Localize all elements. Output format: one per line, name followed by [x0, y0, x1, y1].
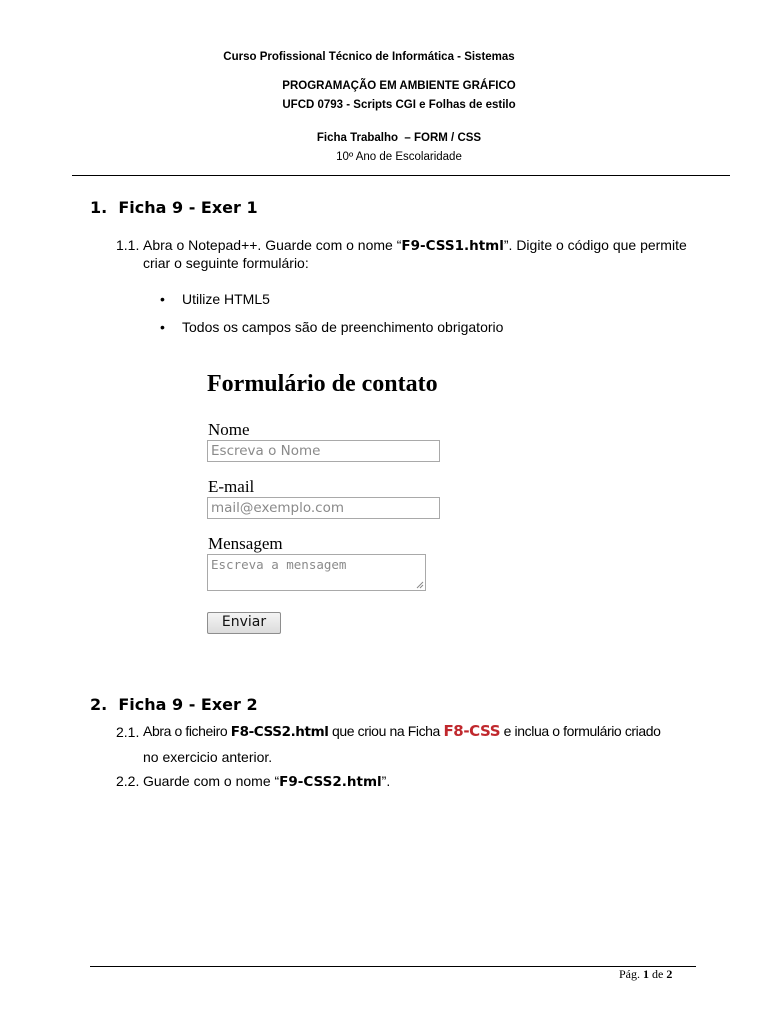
- item-2-1-text-mid: que criou na Ficha: [328, 723, 444, 739]
- item-2-1-line2: no exercicio anterior.: [143, 749, 273, 765]
- item-2-2-text-pre: Guarde com o nome “: [143, 773, 280, 789]
- email-label: E-mail: [208, 477, 255, 496]
- item-1-1-number: 1.1.: [116, 237, 140, 253]
- message-textarea[interactable]: [207, 554, 426, 591]
- submit-button[interactable]: Enviar: [207, 612, 281, 634]
- item-1-1-line1: [143, 237, 687, 254]
- message-label: Mensagem: [208, 534, 283, 553]
- page-current: 1: [643, 967, 649, 981]
- item-2-1-number: 2.1.: [116, 724, 140, 740]
- form-title: Formulário de contato: [207, 371, 438, 397]
- page-total: 2: [666, 967, 673, 981]
- item-2-2-text-post: ”.: [381, 773, 391, 789]
- footer-divider: [90, 966, 696, 967]
- bullet-dot-icon: •: [160, 291, 165, 307]
- bullet-dot-icon: •: [160, 319, 165, 335]
- ufcd-title: UFCD 0793 - Scripts CGI e Folhas de estilo: [282, 99, 516, 111]
- message-placeholder: Escreva a mensagem: [211, 557, 347, 572]
- item-1-1-text-post: ”. Digite o código que permite: [503, 237, 687, 253]
- item-2-2-filename: F9-CSS2.html: [279, 774, 382, 790]
- bullet-text: Todos os campos são de preenchimento obrigatorio: [182, 319, 504, 335]
- header-divider: [72, 175, 730, 176]
- course-title: Curso Profissional Técnico de Informática - Sistemas: [223, 51, 515, 63]
- item-2-2-number: 2.2.: [116, 773, 140, 789]
- item-1-1-filename: F9-CSS1.html: [401, 238, 504, 254]
- worksheet-title: Ficha Trabalho – FORM / CSS: [316, 132, 482, 144]
- item-2-1-ficha-name: F8-CSS: [443, 722, 501, 740]
- item-1-1-line2: criar o seguinte formulário:: [143, 255, 309, 271]
- page-number: [619, 967, 672, 982]
- item-2-1-text-pre: Abra o ficheiro: [143, 723, 231, 739]
- school-year: 10º Ano de Escolaridade: [336, 151, 462, 163]
- item-2-1-filename: F8-CSS2.html: [230, 724, 329, 740]
- subject-title: PROGRAMAÇÃO EM AMBIENTE GRÁFICO: [282, 80, 516, 92]
- item-2-1-line1: [143, 722, 661, 740]
- resize-grip-icon[interactable]: [416, 581, 424, 589]
- item-2-1-text-post: e inclua o formulário criado: [500, 723, 661, 739]
- page-sep: de: [649, 967, 667, 981]
- name-input[interactable]: Escreva o Nome: [207, 440, 440, 462]
- page-prefix: Pág.: [619, 967, 643, 981]
- section1-heading: 1. Ficha 9 - Exer 1: [90, 198, 258, 217]
- item-2-2-line: [143, 773, 390, 790]
- item-1-1-text-pre: Abra o Notepad++. Guarde com o nome “: [143, 237, 402, 253]
- email-input[interactable]: mail@exemplo.com: [207, 497, 440, 519]
- name-label: Nome: [208, 420, 250, 439]
- bullet-text: Utilize HTML5: [182, 291, 270, 307]
- section2-heading: 2. Ficha 9 - Exer 2: [90, 695, 258, 714]
